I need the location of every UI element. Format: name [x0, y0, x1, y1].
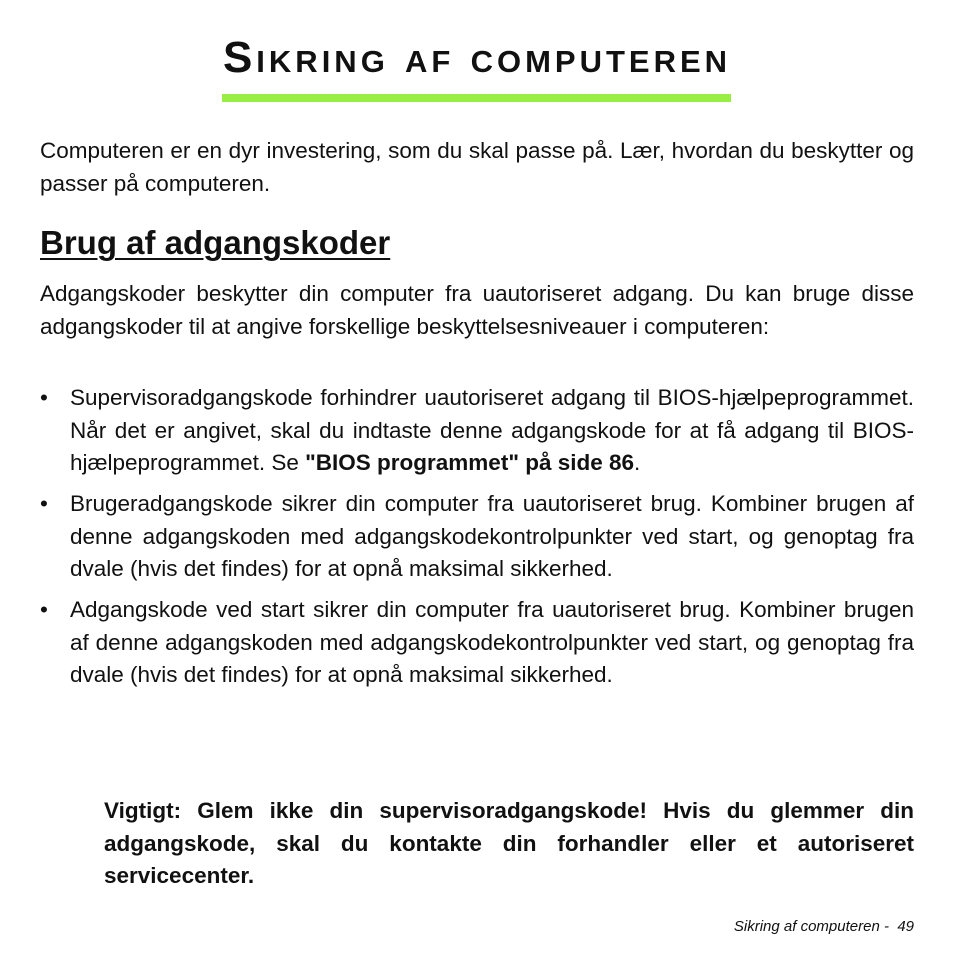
bullet-icon: •	[40, 385, 48, 410]
intro-paragraph: Computeren er en dyr investering, som du skal passe på. Lær, hvordan du beskytter og passer på computeren.	[40, 138, 914, 196]
title-underline-rule	[222, 94, 731, 102]
footer-label: Sikring af computeren -	[733, 918, 889, 935]
list-item-user-password	[40, 488, 914, 586]
bios-cross-reference-link[interactable]: "BIOS programmet" på side 86	[305, 450, 635, 475]
section-intro-paragraph: Adgangskoder beskytter din computer fra uautoriseret adgang. Du kan bruge disse adgangskoder til at angive forskellige beskyttelsesniveauer i computeren:	[40, 281, 914, 339]
bullet-icon: •	[40, 491, 48, 516]
page-number: 49	[897, 918, 914, 935]
list-item-suffix: .	[634, 450, 641, 475]
list-item-text: Adgangskode ved start sikrer din computer fra uautoriseret brug. Kombiner brugen af denne adgangskoden med adgangskodekontrolpunkter ved start, og genoptag fra dvale (hvis det findes) for at opnå maksimal sikkerhed.	[70, 597, 914, 687]
page-footer	[734, 917, 914, 937]
section-heading: Brug af adgangskoder	[40, 224, 391, 261]
list-item-text: Supervisoradgangskode forhindrer uautoriseret adgang til BIOS-hjælpeprogrammet. Når det er angivet, skal du indtaste denne adgangskode for at få adgang til BIOS-hjælpeprogrammet. Se	[70, 385, 914, 475]
list-item-boot-password	[40, 594, 914, 692]
list-item-text: Brugeradgangskode sikrer din computer fra uautoriseret brug. Kombiner brugen af denne adgangskoden med adgangskodekontrolpunkter ved start, og genoptag fra dvale (hvis det findes) for at opnå maksimal sikkerhed.	[70, 491, 914, 581]
password-types-list	[40, 382, 914, 700]
bullet-icon: •	[40, 597, 48, 622]
important-warning: Vigtigt: Glem ikke din supervisoradgangskode! Hvis du glemmer din adgangskode, skal du kontakte din forhandler eller et autoriseret servicecenter.	[104, 798, 914, 888]
page-title: Sikring af computeren	[222, 33, 732, 82]
list-item-supervisor-password	[40, 382, 914, 480]
